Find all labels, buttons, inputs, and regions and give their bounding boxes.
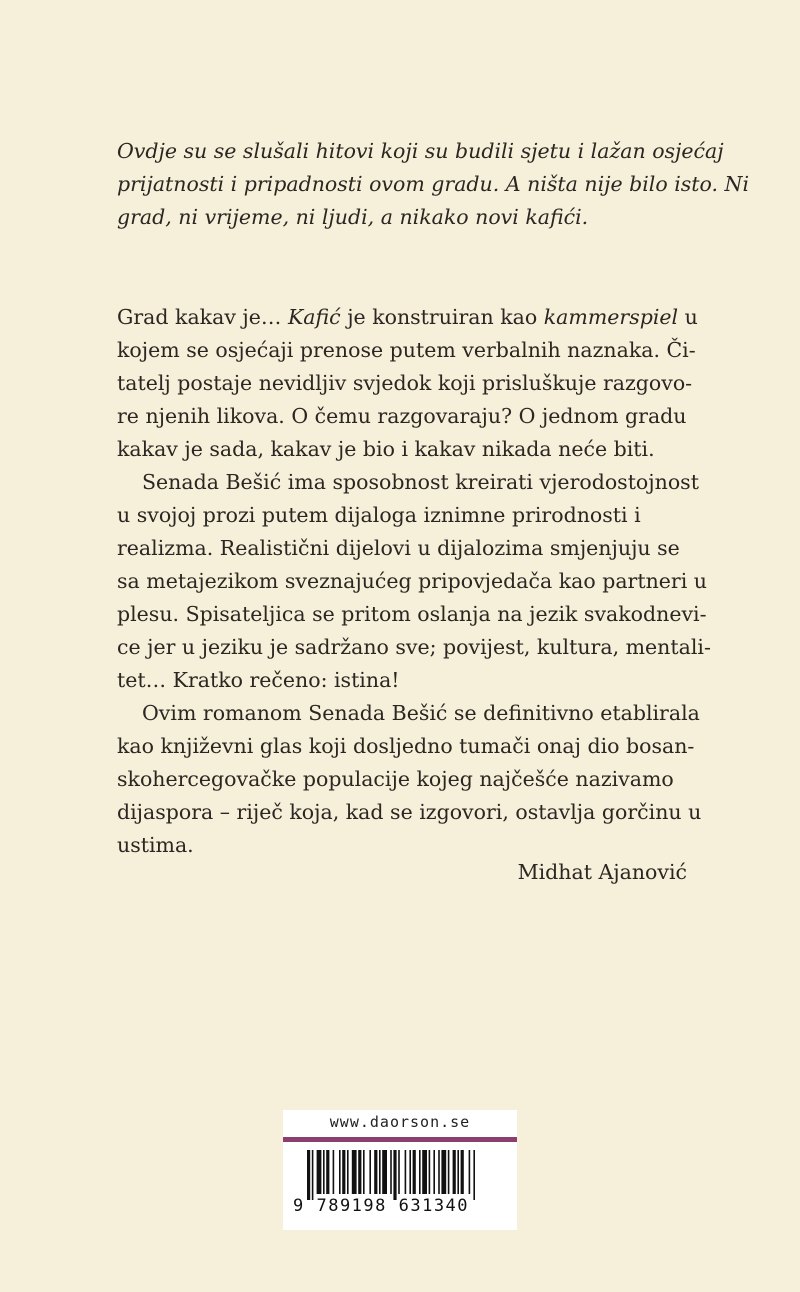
- barcode-bar: [363, 1150, 365, 1194]
- barcode-bar: [413, 1150, 416, 1194]
- publisher-url: www.daorson.se: [329, 1113, 471, 1131]
- barcode-bar: [358, 1150, 361, 1194]
- blurb-text: [117, 301, 711, 862]
- barcode-bar: [461, 1150, 464, 1194]
- blurb-line: realizma. Realistični dijelovi u dijalozima smjenjuju se: [117, 536, 680, 560]
- barcode-bar: [422, 1150, 427, 1194]
- barcode-bar: [393, 1150, 396, 1200]
- blurb-line: kakav je sada, kakav je bio i kakav nikada neće biti.: [117, 437, 655, 461]
- barcode-bar: [390, 1150, 392, 1194]
- blurb-text-run: Grad kakav je…: [117, 305, 282, 329]
- ean-number: 9 789198 631340: [293, 1196, 470, 1216]
- blurb-line: tet… Kratko rečeno: istina!: [117, 668, 400, 692]
- barcode-bar: [438, 1150, 440, 1194]
- blurb-line: plesu. Spisateljica se pritom oslanja na jezik svakodnevi-: [117, 602, 707, 626]
- barcode-bar: [339, 1150, 341, 1194]
- barcode-bar: [441, 1150, 446, 1194]
- epigraph-quote: [117, 135, 750, 234]
- blurb-line: ustima.: [117, 833, 194, 857]
- blurb-line: [117, 301, 697, 334]
- barcode-bar: [419, 1150, 421, 1194]
- blurb-line: u svojoj prozi putem dijaloga iznimne prirodnosti i: [117, 503, 641, 527]
- book-title-italic: Kafić: [287, 305, 341, 329]
- blurb-line: Senada Bešić ima sposobnost kreirati vjerodostojnost: [142, 470, 699, 494]
- blurb-line: dijaspora – riječ koja, kad se izgovori, ostavlja gorčinu u: [117, 800, 702, 824]
- barcode-bar: [369, 1150, 371, 1194]
- blurb-line: sa metajezikom sveznajućeg pripovjedača kao partneri u: [117, 569, 707, 593]
- barcode-bar: [374, 1150, 377, 1194]
- barcode-bar: [453, 1150, 456, 1194]
- barcode-panel: [283, 1110, 517, 1230]
- kammerspiel-italic: kammerspiel: [543, 305, 679, 329]
- quote-line: prijatnosti i pripadnosti ovom gradu. A ništa nije bilo isto. Ni: [117, 172, 750, 196]
- barcode-bar: [433, 1150, 435, 1194]
- quote-line: Ovdje su se slušali hitovi koji su budili sjetu i lažan osjećaj: [117, 139, 724, 163]
- barcode-bar: [342, 1150, 345, 1194]
- barcode-bar: [398, 1150, 400, 1194]
- barcode-bar: [333, 1150, 335, 1194]
- barcode-bar: [382, 1150, 387, 1194]
- barcode-bar: [379, 1150, 381, 1194]
- barcode-bar: [473, 1150, 475, 1200]
- barcode-bar: [317, 1150, 322, 1194]
- blurb-line: kao književni glas koji dosljedno tumači onaj dio bosan-: [117, 734, 695, 758]
- blurb-text-run: u: [684, 305, 698, 329]
- barcode-bar: [307, 1150, 310, 1200]
- blurb-line: tatelj postaje nevidljiv svjedok koji prisluškuje razgovo-: [117, 371, 693, 395]
- blurb-line: Ovim romanom Senada Bešić se definitivno etablirala: [142, 701, 700, 725]
- blurb-line: kojem se osjećaji prenose putem verbalnih naznaka. Či-: [117, 338, 696, 362]
- barcode-bar: [405, 1150, 407, 1194]
- barcode-icon: [283, 1150, 517, 1200]
- url-divider: [283, 1137, 517, 1142]
- blurb-line: re njenih likova. O čemu razgovaraju? O jednom gradu: [117, 404, 687, 428]
- barcode-bar: [347, 1150, 349, 1194]
- barcode-bar: [448, 1150, 450, 1194]
- barcode-bar: [457, 1150, 459, 1194]
- barcode-bar: [326, 1150, 329, 1194]
- barcode-bar: [409, 1150, 411, 1194]
- blurb-line: ce jer u jeziku je sadržano sve; povijest, kultura, mentali-: [117, 635, 711, 659]
- barcode-bar: [469, 1150, 471, 1194]
- barcode-bar: [323, 1150, 325, 1194]
- quote-line: grad, ni vrijeme, ni ljudi, a nikako novi kafići.: [117, 205, 589, 229]
- blurb-line: skohercegovačke populacije kojeg najčešće nazivamo: [117, 767, 674, 791]
- author-signature: Midhat Ajanović: [517, 860, 687, 884]
- barcode-bar: [312, 1150, 314, 1200]
- blurb-text-run: je konstruiran kao: [347, 305, 538, 329]
- barcode-bar: [429, 1150, 431, 1194]
- barcode-bar: [352, 1150, 357, 1194]
